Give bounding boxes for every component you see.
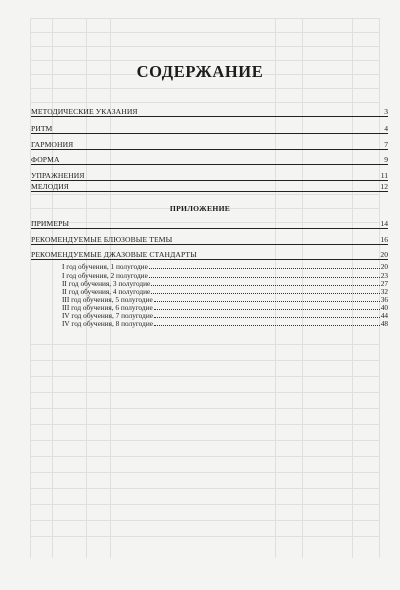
toc-entry-label: ПРИМЕРЫ <box>31 219 70 228</box>
toc-entry-label: РЕКОМЕНДУЕМЫЕ ДЖАЗОВЫЕ СТАНДАРТЫ <box>31 250 197 259</box>
page-title: СОДЕРЖАНИЕ <box>136 62 264 81</box>
toc-entry-examples[interactable] <box>31 219 388 229</box>
toc-entry-form[interactable] <box>31 155 388 165</box>
toc-subentry-page: 44 <box>380 311 388 320</box>
toc-subentry-label: II год обучения, 4 полугодие <box>62 287 151 296</box>
toc-entry-label: РЕКОМЕНДУЕМЫЕ БЛЮЗОВЫЕ ТЕМЫ <box>31 235 173 244</box>
toc-entry-label: РИТМ <box>31 124 53 133</box>
toc-entry-page: 7 <box>384 140 388 149</box>
toc-entry-label: ГАРМОНИЯ <box>31 140 74 149</box>
toc-subentry-label: II год обучения, 3 полугодие <box>62 279 151 288</box>
toc-entry-page: 12 <box>380 182 388 191</box>
toc-entry-label: МЕТОДИЧЕСКИЕ УКАЗАНИЯ <box>31 107 138 116</box>
toc-subentry-year4-sem8[interactable] <box>62 320 388 328</box>
toc-entry-blues-themes[interactable] <box>31 235 388 245</box>
toc-entry-page: 4 <box>384 124 388 133</box>
toc-subentry-page: 36 <box>380 295 388 304</box>
toc-subentry-year1-sem1[interactable] <box>62 263 388 271</box>
toc-entry-page: 20 <box>380 250 388 259</box>
toc-subentry-label: III год обучения, 5 полугодие <box>62 295 153 304</box>
toc-subentry-label: IV год обучения, 7 полугодие <box>62 311 153 320</box>
toc-subentry-page: 23 <box>380 271 388 280</box>
toc-entry-page: 3 <box>384 107 388 116</box>
toc-entry-page: 11 <box>380 171 388 180</box>
toc-entry-harmony[interactable] <box>31 140 388 150</box>
toc-entry-page: 16 <box>380 235 388 244</box>
toc-entry-jazz-standards[interactable] <box>31 250 388 260</box>
toc-subentry-label: III год обучения, 6 полугодие <box>62 303 153 312</box>
toc-entry-label: МЕЛОДИЯ <box>31 182 69 191</box>
toc-subentry-label: I год обучения, 2 полугодие <box>62 271 148 280</box>
toc-subentry-label: I год обучения, 1 полугодие <box>62 262 148 271</box>
appendix-heading: ПРИЛОЖЕНИЕ <box>169 204 231 213</box>
toc-entry-page: 9 <box>384 155 388 164</box>
toc-entry-rhythm[interactable] <box>31 124 388 134</box>
toc-subentry-label: IV год обучения, 8 полугодие <box>62 319 153 328</box>
toc-entry-melody[interactable] <box>31 182 388 192</box>
toc-subentry-page: 48 <box>380 319 388 328</box>
toc-entry-methodical[interactable] <box>31 107 388 117</box>
toc-subentry-page: 40 <box>380 303 388 312</box>
toc-subentry-page: 20 <box>380 262 388 271</box>
toc-entry-label: УПРАЖНЕНИЯ <box>31 171 85 180</box>
toc-entry-page: 14 <box>380 219 388 228</box>
toc-entry-label: ФОРМА <box>31 155 60 164</box>
toc-subentry-page: 27 <box>380 279 388 288</box>
toc-entry-exercises[interactable] <box>31 171 388 181</box>
toc-subentry-page: 32 <box>380 287 388 296</box>
